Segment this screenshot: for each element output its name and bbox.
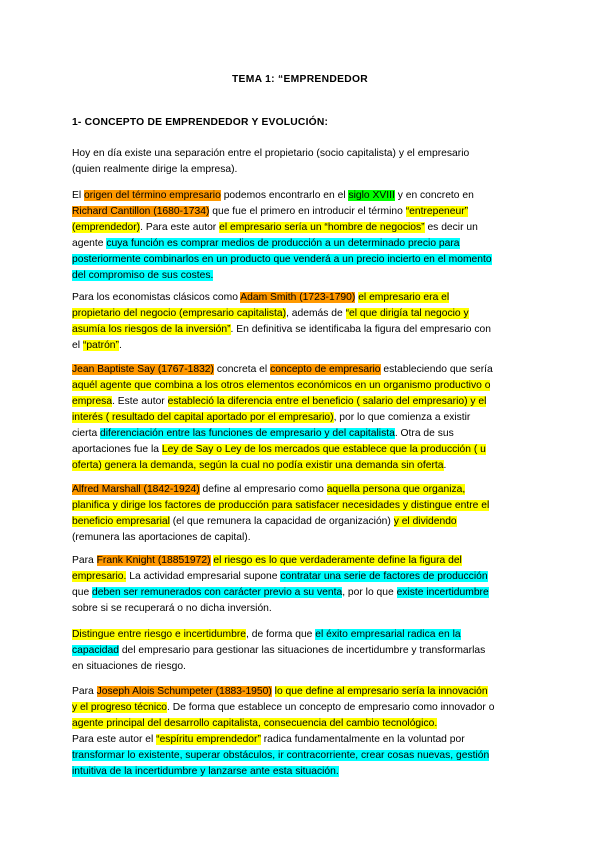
highlighted-text: Joseph Alois Schumpeter (1883-1950) xyxy=(96,686,272,697)
highlighted-text: Frank Knight (18851972) xyxy=(96,555,211,566)
text-line xyxy=(72,442,534,458)
text-line xyxy=(72,290,534,306)
text-line xyxy=(72,659,534,675)
text-line xyxy=(72,268,534,284)
text-segment: . Este autor xyxy=(112,396,168,407)
text-segment: (remunera las aportaciones de capital). xyxy=(72,532,251,543)
text-segment: . xyxy=(443,460,447,471)
paragraph-uncertainty xyxy=(72,627,534,675)
highlighted-text: Richard Cantillon (1680-1734) xyxy=(72,206,210,217)
highlighted-text: el empresario era el xyxy=(358,292,450,303)
text-segment: Para los economistas clásicos como xyxy=(72,292,241,303)
text-segment: . Otra de sus xyxy=(394,428,454,439)
text-segment: cierta xyxy=(72,428,101,439)
text-segment: . De forma que establece un concepto de empresario como innovador o xyxy=(167,702,495,713)
page-title: TEMA 1: “EMPRENDEDOR xyxy=(231,74,369,85)
text-segment: Para xyxy=(72,686,97,697)
highlighted-text: oferta) genera la demanda, según la cual no podía existir una demanda sin oferta xyxy=(72,460,444,471)
highlighted-text: asumía los riesgos de la inversión” xyxy=(72,324,231,335)
highlighted-text: posteriormente combinarlos en un producto que venderá a un precio incierto en el momento xyxy=(72,254,492,265)
text-line xyxy=(72,236,534,252)
text-line xyxy=(72,553,534,569)
text-line xyxy=(72,764,534,780)
text-line xyxy=(72,394,534,410)
text-segment: y en concreto en xyxy=(394,190,474,201)
highlighted-text: estableció la diferencia entre el beneficio ( salario del empresario) y el xyxy=(167,396,487,407)
text-segment: concreta el xyxy=(213,364,271,375)
text-segment: del empresario para gestionar las situaciones de incertidumbre y transformarlas xyxy=(118,645,486,656)
text-line xyxy=(72,188,534,204)
highlighted-text: (emprendedor) xyxy=(72,222,141,233)
highlighted-text: concepto de empresario xyxy=(270,364,381,375)
text-segment: es decir un xyxy=(424,222,478,233)
highlighted-text: deben ser remunerados con carácter previo a su venta xyxy=(92,587,343,598)
highlighted-text: Ley de Say o Ley de los mercados que establece que la producción ( u xyxy=(161,444,486,455)
text-line xyxy=(72,482,534,498)
highlighted-text: cuya función es comprar medios de producción a un determinado precio para xyxy=(106,238,460,249)
text-line xyxy=(72,322,534,338)
paragraph-smith xyxy=(72,290,534,354)
paragraph-marshall xyxy=(72,482,534,546)
text-line xyxy=(72,498,534,514)
highlighted-text: planifica y dirige los factores de producción para satisfacer necesidades y distingue entre el xyxy=(72,500,490,511)
text-segment: aportaciones fue la xyxy=(72,444,162,455)
highlighted-text: agente principal del desarrollo capitalista, consecuencia del cambio tecnológico. xyxy=(72,718,438,729)
text-segment: agente xyxy=(72,238,107,249)
text-line xyxy=(72,627,534,643)
text-line xyxy=(72,162,534,178)
text-line xyxy=(72,362,534,378)
text-line xyxy=(72,410,534,426)
highlighted-text: capacidad xyxy=(72,645,119,656)
text-segment: . Para este autor xyxy=(140,222,220,233)
highlighted-text: “patrón” xyxy=(82,340,119,351)
text-line xyxy=(72,252,534,268)
highlighted-text: y el dividendo xyxy=(393,516,457,527)
text-line xyxy=(72,514,534,530)
text-segment: radica fundamentalmente en la voluntad por xyxy=(260,734,465,745)
paragraph-cantillon xyxy=(72,188,534,284)
highlighted-text: interés ( resultado del capital aportado por el empresario) xyxy=(72,412,334,423)
highlighted-text: el empresario sería un “hombre de negocios” xyxy=(219,222,425,233)
text-line xyxy=(72,601,534,617)
text-segment: en situaciones de riesgo. xyxy=(72,661,186,672)
highlighted-text: Distingue entre riesgo e incertidumbre xyxy=(72,629,246,640)
text-segment: . xyxy=(118,340,122,351)
highlighted-text: transformar lo existente, superar obstáculos, ir contracorriente, crear cosas nuevas, gestión xyxy=(72,750,490,761)
highlighted-text: origen del término empresario xyxy=(84,190,221,201)
text-line xyxy=(72,569,534,585)
text-segment: La actividad empresarial supone xyxy=(126,571,281,582)
highlighted-text: aquella persona que organiza, xyxy=(326,484,466,495)
text-line xyxy=(72,204,534,220)
text-segment: estableciendo que sería xyxy=(380,364,493,375)
highlighted-text: lo que define al empresario sería la innovación xyxy=(274,686,488,697)
paragraph-say xyxy=(72,362,534,474)
highlighted-text: siglo XVIII xyxy=(348,190,395,201)
text-segment: sobre si se recuperará o no dicha inversión. xyxy=(72,603,272,614)
highlighted-text: contratar una serie de factores de producción xyxy=(280,571,488,582)
highlighted-text: el éxito empresarial radica en la xyxy=(315,629,461,640)
text-segment: , además de xyxy=(286,308,346,319)
text-segment: podemos encontrarlo en el xyxy=(220,190,349,201)
text-line xyxy=(72,643,534,659)
highlighted-text: aquél agente que combina a los otros elementos económicos en un organismo productivo o xyxy=(72,380,491,391)
text-segment: . En definitiva se identificaba la figura del empresario con xyxy=(230,324,491,335)
text-segment: , de forma que xyxy=(246,629,316,640)
text-line xyxy=(72,585,534,601)
section-heading: 1- CONCEPTO DE EMPRENDEDOR Y EVOLUCIÓN: xyxy=(72,117,329,128)
highlighted-text: y el progreso técnico xyxy=(72,702,168,713)
highlighted-text: intuitiva de la incertidumbre y lanzarse ante esta situación. xyxy=(72,766,339,777)
paragraph-schumpeter xyxy=(72,684,534,780)
text-line xyxy=(72,530,534,546)
text-line xyxy=(72,338,534,354)
highlighted-text: Jean Baptiste Say (1767-1832) xyxy=(72,364,214,375)
text-segment: que fue el primero en introducir el término xyxy=(209,206,406,217)
text-segment: define al empresario como xyxy=(199,484,327,495)
highlighted-text: Adam Smith (1723-1790) xyxy=(240,292,356,303)
text-segment: , por lo que xyxy=(342,587,397,598)
highlighted-text: del compromiso de sus costes. xyxy=(72,270,214,281)
text-line xyxy=(72,220,534,236)
text-line xyxy=(72,716,534,732)
highlighted-text: propietario del negocio (empresario capitalista) xyxy=(72,308,287,319)
highlighted-text: “el que dirigía tal negocio y xyxy=(345,308,469,319)
text-line xyxy=(72,748,534,764)
highlighted-text: empresario. xyxy=(72,571,127,582)
highlighted-text: “espíritu emprendedor” xyxy=(156,734,261,745)
text-line xyxy=(72,146,534,162)
text-segment: Para este autor el xyxy=(72,734,157,745)
text-line xyxy=(72,426,534,442)
text-segment: (el que remunera la capacidad de organización) xyxy=(169,516,394,527)
text-line xyxy=(72,700,534,716)
text-segment: que xyxy=(72,587,93,598)
text-segment: (quien realmente dirige la empresa). xyxy=(72,164,238,175)
highlighted-text: empresa xyxy=(72,396,113,407)
highlighted-text: Alfred Marshall (1842-1924) xyxy=(72,484,200,495)
highlighted-text: “entrepeneur” xyxy=(405,206,469,217)
text-segment: El xyxy=(72,190,85,201)
text-line xyxy=(72,458,534,474)
paragraph-intro xyxy=(72,146,534,178)
text-segment: , por lo que comienza a existir xyxy=(333,412,471,423)
highlighted-text: diferenciación entre las funciones de empresario y del capitalista xyxy=(100,428,395,439)
text-segment: el xyxy=(72,340,83,351)
paragraph-knight xyxy=(72,553,534,617)
text-line xyxy=(72,306,534,322)
highlighted-text: beneficio empresarial xyxy=(72,516,170,527)
text-line xyxy=(72,732,534,748)
text-line xyxy=(72,684,534,700)
highlighted-text: existe incertidumbre xyxy=(396,587,489,598)
text-segment: Hoy en día existe una separación entre el propietario (socio capitalista) y el empresario xyxy=(72,148,470,159)
text-line xyxy=(72,378,534,394)
highlighted-text: el riesgo es lo que verdaderamente define la figura del xyxy=(213,555,462,566)
text-segment: Para xyxy=(72,555,97,566)
